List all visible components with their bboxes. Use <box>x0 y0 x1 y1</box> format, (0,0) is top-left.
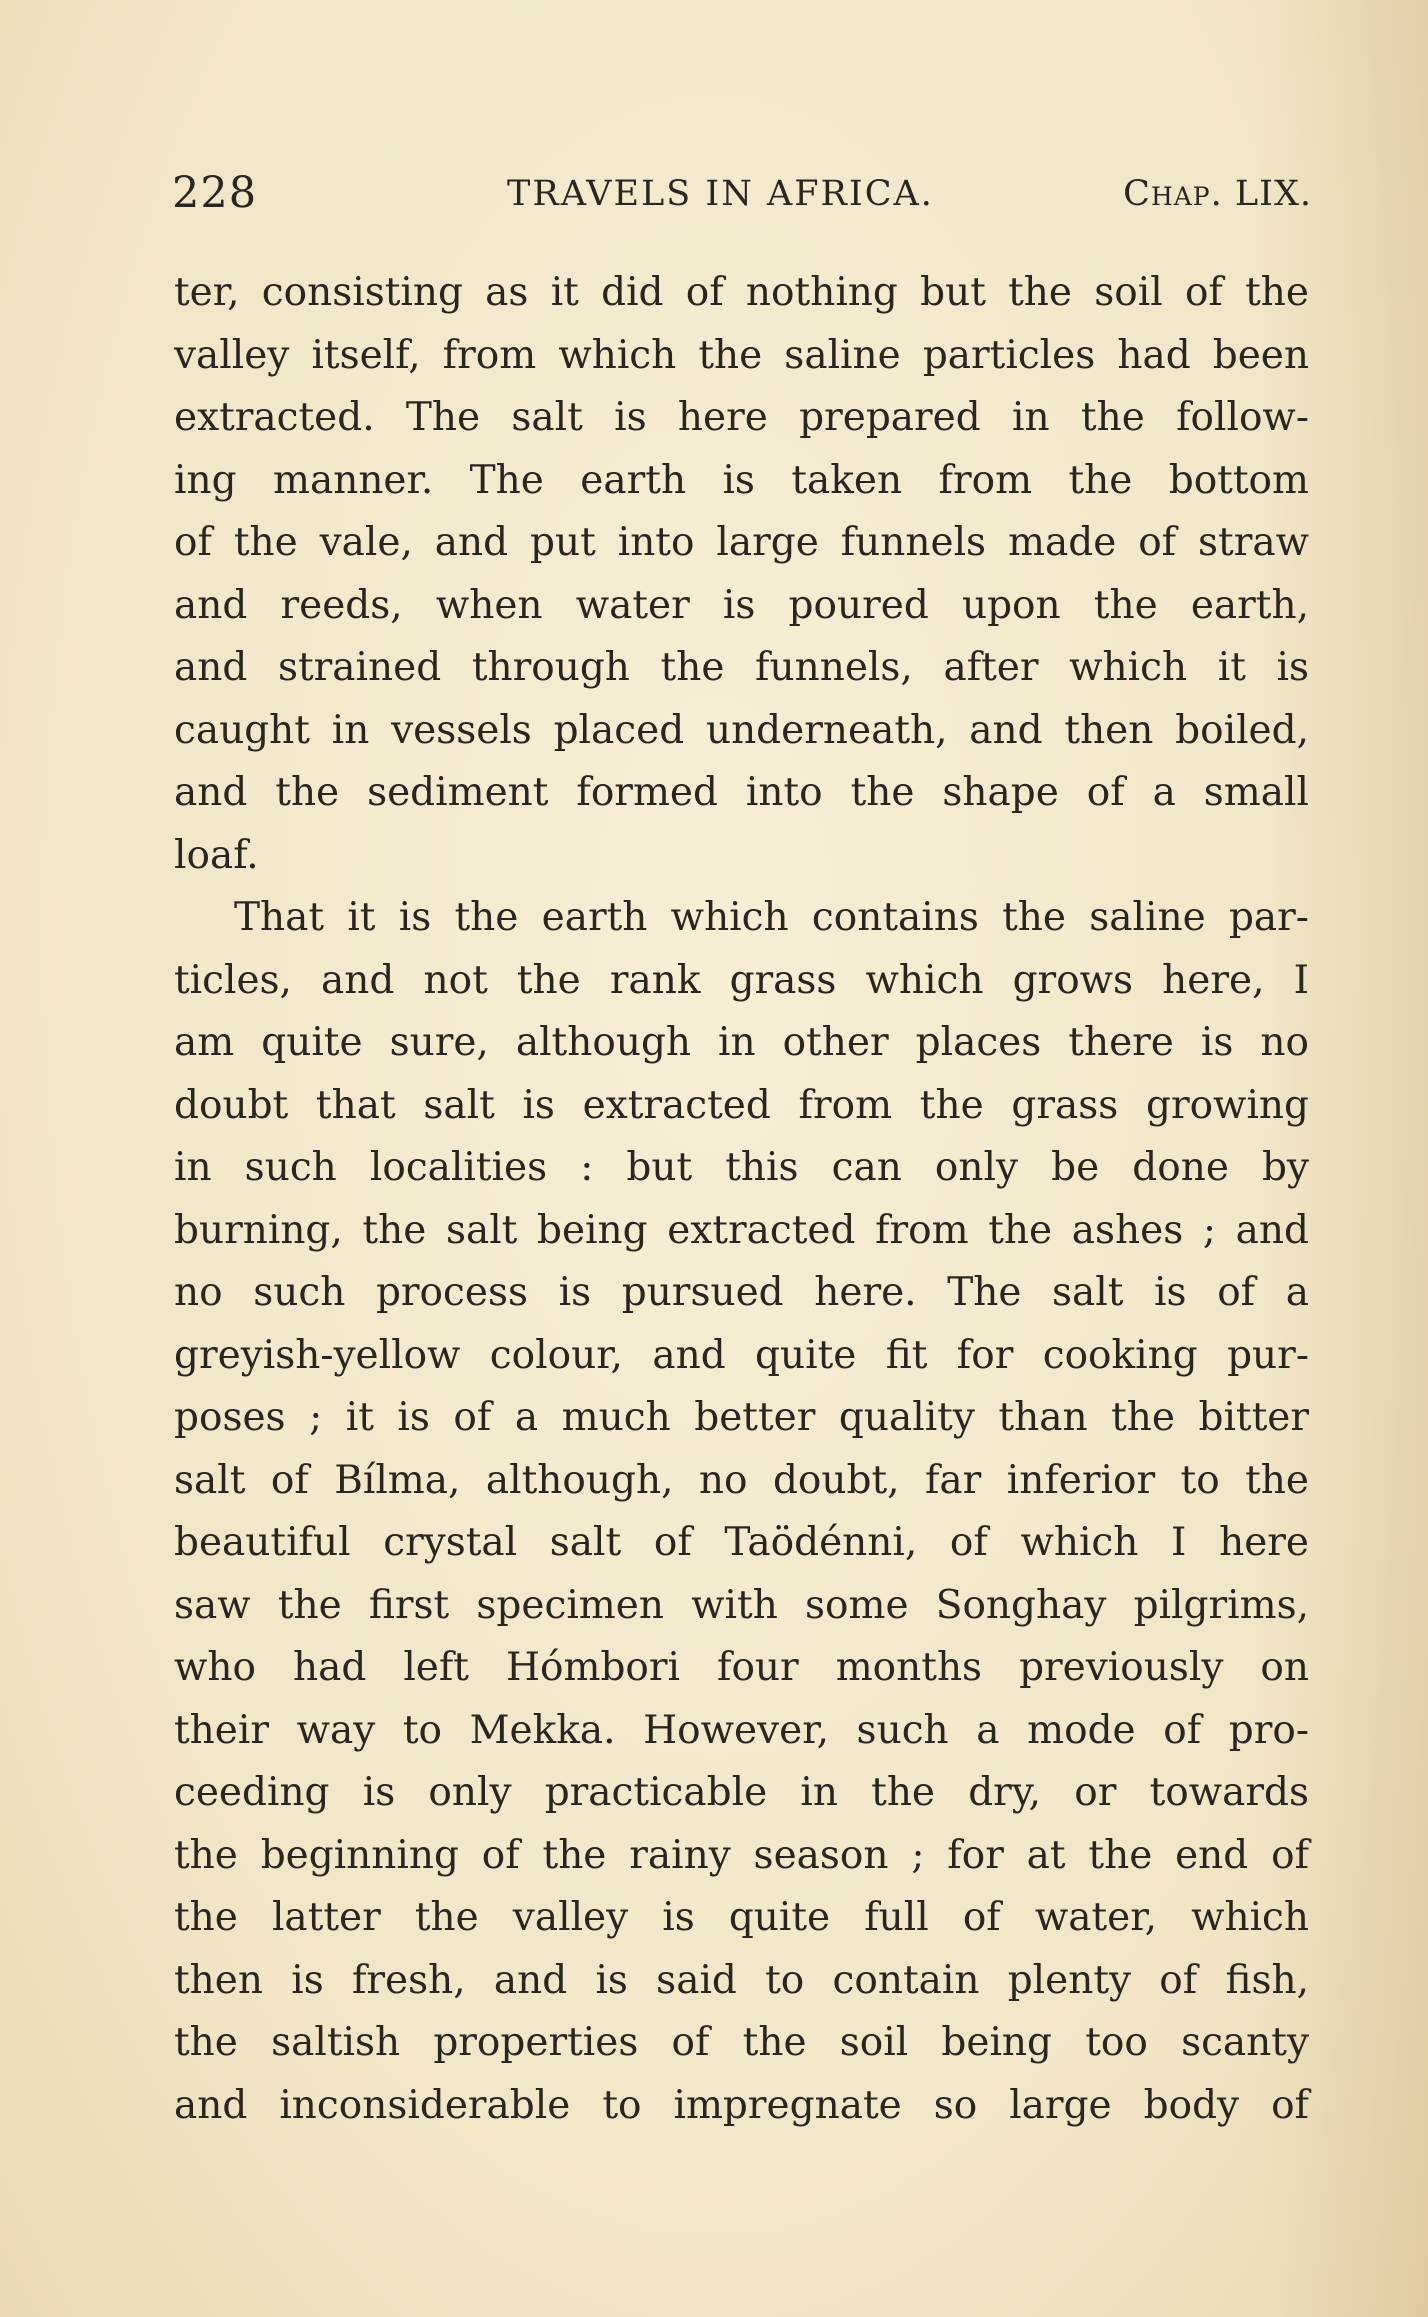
text-line: and strained through the funnels, after which it is <box>174 645 1309 690</box>
text-line: saw the first specimen with some Songhay pilgrims, <box>174 1582 1309 1628</box>
text-line: extracted. The salt is here prepared in the follow- <box>174 395 1309 440</box>
text-line: of the vale, and put into large funnels made of straw <box>174 520 1309 565</box>
text-line: ceeding is only practicable in the dry, or towards <box>174 1770 1309 1815</box>
page-number: 228 <box>172 168 258 218</box>
chapter-label: Chap. LIX. <box>1123 174 1312 214</box>
body-text <box>174 262 1309 2137</box>
text-line: who had left Hómbori four months previously on <box>174 1645 1309 1690</box>
text-line: salt of Bílma, although, no doubt, far inferior to the <box>174 1457 1309 1503</box>
text-line: and the sediment formed into the shape of a small <box>174 770 1309 815</box>
text-line: their way to Mekka. However, such a mode of pro- <box>174 1707 1309 1753</box>
text-line: ing manner. The earth is taken from the bottom <box>174 457 1309 503</box>
text-line: the beginning of the rainy season ; for at the end of <box>174 1832 1309 1878</box>
text-line: ter, consisting as it did of nothing but the soil of the <box>174 270 1309 315</box>
text-line: caught in vessels placed underneath, and then boiled, <box>174 707 1309 753</box>
text-line: valley itself, from which the saline particles had been <box>174 332 1309 378</box>
text-line: poses ; it is of a much better quality than the bitter <box>174 1395 1309 1440</box>
text-line: in such localities : but this can only be done by <box>174 1145 1309 1190</box>
running-header <box>172 168 1312 228</box>
text-line: and reeds, when water is poured upon the earth, <box>174 582 1309 628</box>
text-line: am quite sure, although in other places there is no <box>174 1020 1309 1065</box>
running-title: TRAVELS IN AFRICA. <box>507 174 934 214</box>
paragraph-end-line: loaf. <box>174 832 259 878</box>
text-line: and inconsiderable to impregnate so large body of <box>174 2082 1309 2128</box>
text-line: greyish-yellow colour, and quite fit for cooking pur- <box>174 1332 1309 1378</box>
text-line: no such process is pursued here. The salt is of a <box>174 1270 1309 1315</box>
text-line: doubt that salt is extracted from the grass growing <box>174 1082 1309 1128</box>
text-line: the saltish properties of the soil being too scanty <box>174 2020 1309 2065</box>
paragraph-start-line: That it is the earth which contains the saline par- <box>234 895 1309 940</box>
text-line: then is fresh, and is said to contain plenty of fish, <box>174 1957 1309 2003</box>
text-line: beautiful crystal salt of Taödénni, of which I here <box>174 1520 1309 1565</box>
text-line: ticles, and not the rank grass which grows here, I <box>174 957 1309 1003</box>
text-line: the latter the valley is quite full of water, which <box>174 1895 1309 1940</box>
text-line: burning, the salt being extracted from the ashes ; and <box>174 1207 1309 1253</box>
